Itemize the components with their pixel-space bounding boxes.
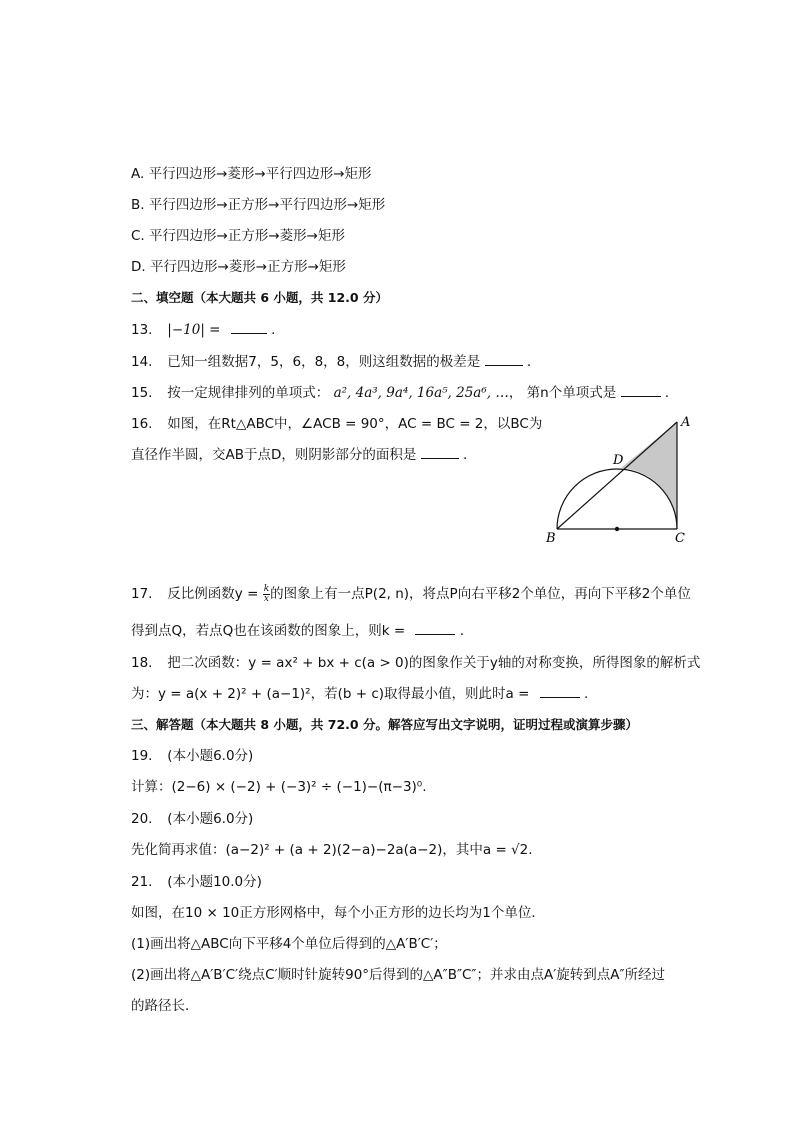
option-text: 平行四边形→正方形→平行四边形→矩形: [148, 197, 386, 213]
answer-blank[interactable]: [231, 321, 267, 334]
question-21-header: [131, 872, 262, 892]
label-b: B: [546, 531, 556, 546]
question-text: 已知一组数据7，5，6，8，8，则这组数据的极差是: [167, 354, 481, 370]
section-3-heading: 三、解答题（本大题共 8 小题，共 72.0 分。解答应写出文字说明，证明过程或演算步骤）: [131, 717, 638, 732]
question-20-body: 先化简再求值：(a−2)² + (a + 2)(2−a)−2a(a−2)，其中a = √2.: [131, 842, 533, 858]
option-c: [131, 226, 345, 246]
option-d: [131, 257, 346, 277]
answer-blank[interactable]: [421, 446, 459, 459]
answer-blank[interactable]: [415, 622, 455, 635]
question-end: .: [664, 385, 670, 401]
question-text-rest: 的图象上有一点P(2, n)，将点P向右平移2个单位，再向下平移2个单位: [270, 586, 691, 602]
question-number: 20.: [131, 811, 153, 827]
section-2-heading: 二、填空题（本大题共 6 小题，共 12.0 分）: [131, 290, 388, 305]
answer-blank[interactable]: [540, 685, 580, 698]
question-number: 14.: [131, 354, 153, 370]
question-18-line-2: [131, 684, 588, 704]
option-text: 平行四边形→菱形→平行四边形→矩形: [148, 166, 372, 182]
question-17-line-1: [131, 584, 691, 604]
option-letter: B.: [131, 197, 145, 213]
question-end: .: [459, 623, 465, 639]
option-text: 平行四边形→菱形→正方形→矩形: [149, 259, 346, 275]
question-text: 按一定规律排列的单项式：: [167, 385, 330, 401]
answer-blank[interactable]: [621, 384, 661, 397]
question-text: 为：y = a(x + 2)² + (a−1)²，若(b + c)取得最小值，则此时a =: [131, 686, 530, 702]
question-19-header: [131, 746, 253, 766]
answer-blank[interactable]: [485, 353, 523, 366]
option-letter: C.: [131, 228, 145, 244]
question-15: 15. 按一定规律排列的单项式： a², 4a³, 9a⁴, 16a⁵, 25a⁶, …， 第n个单项式是 .: [131, 385, 670, 401]
question-16-line-1: [131, 414, 542, 434]
question-text: 如图，在Rt△ABC中，∠ACB = 90°，AC = BC = 2，以BC为: [167, 416, 543, 432]
monomial-sequence: a², 4a³, 9a⁴, 16a⁵, 25a⁶, …: [333, 385, 509, 401]
question-21-part-2-cont: 的路径长．: [131, 998, 199, 1014]
question-text: 得到点Q，若点Q也在该函数的图象上，则k =: [131, 623, 406, 639]
question-21-part-2: (2)画出将△A′B′C′绕点C′顺时针旋转90°后得到的△A″B″C″；并求由点A′旋转到点A″所经过: [131, 967, 666, 983]
shaded-region: [621, 422, 677, 529]
question-17-line-2: [131, 621, 464, 641]
question-text: 把二次函数：y = ax² + bx + c(a > 0)的图象作关于y轴的对称变换，所得图象的解析式: [167, 655, 701, 671]
question-21-part-1: (1)画出将△ABC向下平移4个单位后得到的△A′B′C′；: [131, 936, 447, 952]
question-number: 17.: [131, 586, 153, 602]
question-score: (本小题6.0分): [167, 748, 254, 764]
question-end: .: [526, 354, 532, 370]
question-18-line-1: [131, 653, 700, 673]
question-text: 反比例函数y =: [167, 586, 259, 602]
option-letter: D.: [131, 259, 146, 275]
option-a: [131, 164, 372, 184]
question-number: 18.: [131, 655, 153, 671]
option-b: [131, 195, 385, 215]
question-number: 13.: [131, 322, 153, 338]
question-end: .: [583, 686, 589, 702]
question-score: (本小题6.0分): [167, 811, 254, 827]
question-score: (本小题10.0分): [167, 874, 262, 890]
question-number: 16.: [131, 416, 153, 432]
question-end: .: [463, 447, 468, 463]
question-expression: |−10| =: [167, 322, 221, 338]
fraction-k-over-x: $\frac{k}{x}$: [263, 583, 270, 604]
semicircle-triangle-figure: [540, 412, 700, 547]
question-end: .: [271, 322, 276, 338]
question-tail: 第n个单项式是: [526, 385, 617, 401]
label-c: C: [675, 531, 685, 546]
question-20-header: [131, 809, 253, 829]
label-a: A: [681, 415, 691, 430]
question-16-line-2: [131, 445, 467, 465]
question-13: [131, 320, 275, 340]
question-21-intro: 如图，在10 × 10正方形网格中，每个小正方形的边长均为1个单位．: [131, 905, 545, 921]
question-19-body: 计算：(2−6) × (−2) + (−3)² ÷ (−1)−(π−3)⁰.: [131, 779, 427, 795]
option-letter: A.: [131, 166, 145, 182]
question-number: 19.: [131, 748, 153, 764]
question-14: [131, 352, 531, 372]
label-d: D: [613, 453, 624, 468]
option-text: 平行四边形→正方形→菱形→矩形: [149, 228, 345, 244]
center-point: [615, 527, 619, 531]
question-number: 15.: [131, 385, 153, 401]
question-number: 21.: [131, 874, 153, 890]
question-text: 直径作半圆，交AB于点D，则阴影部分的面积是: [131, 447, 417, 463]
